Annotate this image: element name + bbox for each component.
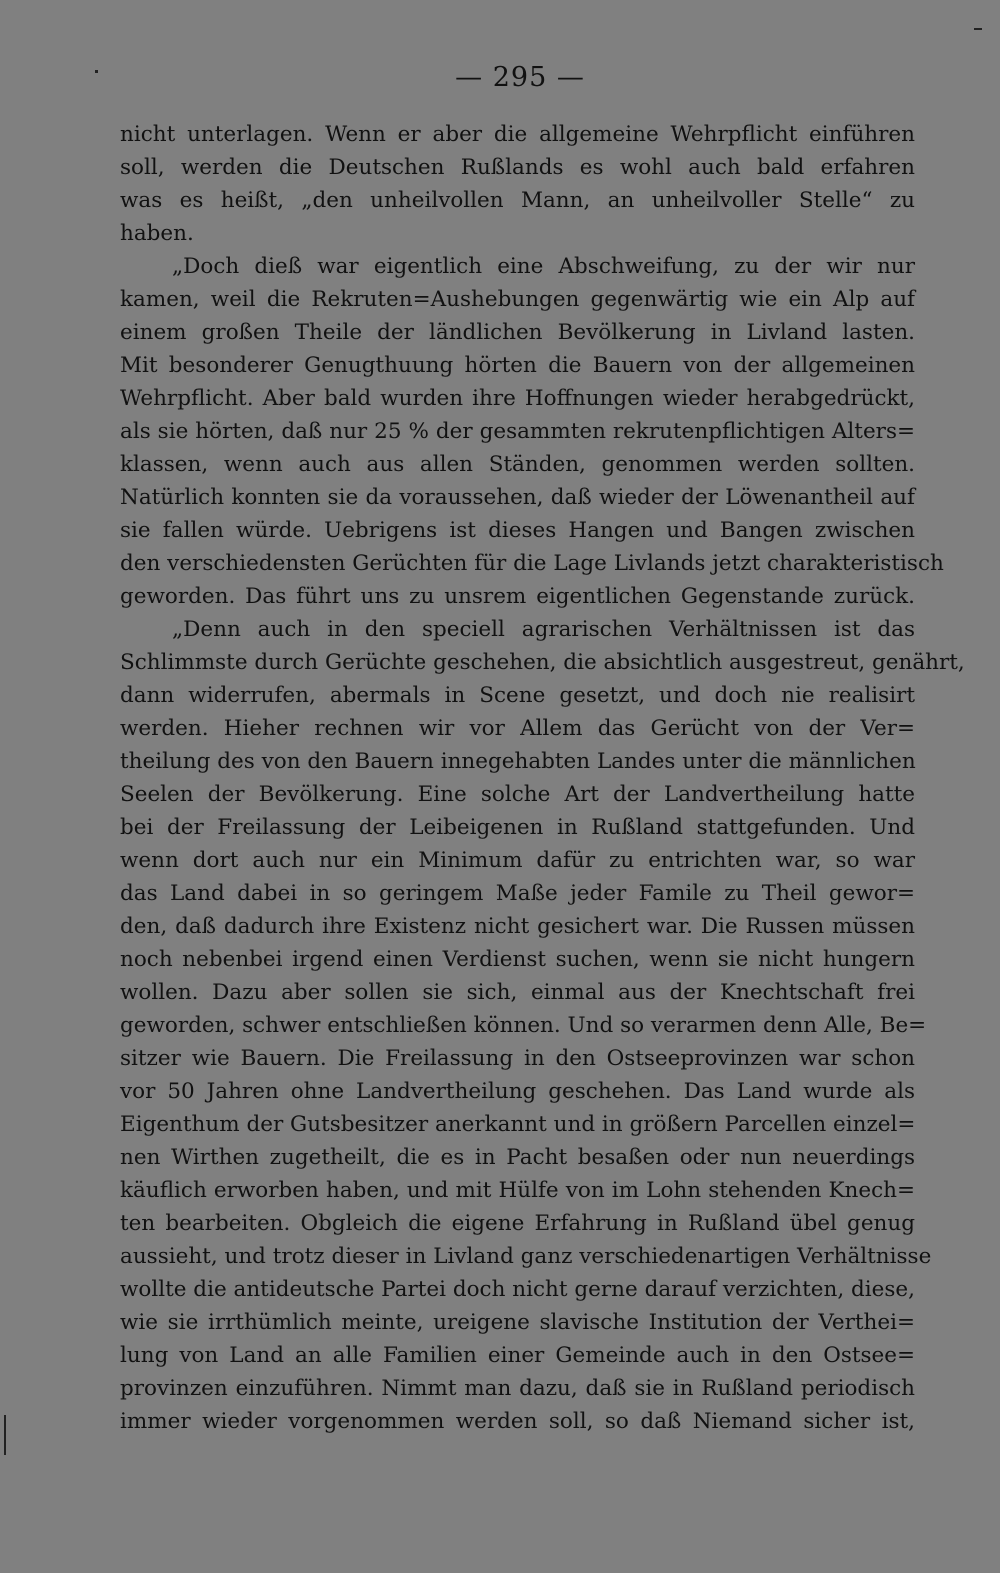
text-line: „Doch dieß war eigentlich eine Abschweifung, zu der wir nur	[172, 254, 915, 279]
text-line: was es heißt, „den unheilvollen Mann, an unheilvoller Stelle“ zu	[120, 188, 915, 213]
text-line: Eigenthum der Gutsbesitzer anerkannt und in größern Parcellen einzel=	[120, 1112, 916, 1137]
text-line: „Denn auch in den speciell agrarischen Verhältnissen ist das	[172, 617, 915, 642]
text-line: immer wieder vorgenommen werden soll, so daß Niemand sicher ist,	[120, 1409, 915, 1434]
text-line: Schlimmste durch Gerüchte geschehen, die absichtlich ausgestreut, genährt,	[120, 650, 965, 675]
text-line: Seelen der Bevölkerung. Eine solche Art der Landvertheilung hatte	[120, 782, 915, 807]
text-line: wenn dort auch nur ein Minimum dafür zu entrichten war, so war	[120, 848, 915, 873]
text-line: vor 50 Jahren ohne Landvertheilung geschehen. Das Land wurde als	[120, 1079, 915, 1104]
body-text	[120, 118, 965, 1438]
text-line: bei der Freilassung der Leibeigenen in Rußland stattgefunden. Und	[120, 815, 915, 840]
text-line: dann widerrufen, abermals in Scene gesetzt, und doch nie realisirt	[120, 683, 915, 708]
text-line: theilung des von den Bauern innegehabten Landes unter die männlichen	[120, 749, 916, 774]
text-line: werden. Hieher rechnen wir vor Allem das Gerücht von der Ver=	[120, 716, 915, 741]
text-line: nicht unterlagen. Wenn er aber die allgemeine Wehrpflicht einführen	[120, 122, 915, 147]
text-line: geworden, schwer entschließen können. Und so verarmen denn Alle, Be=	[120, 1013, 927, 1038]
text-line: geworden. Das führt uns zu unsrem eigentlichen Gegenstande zurück.	[120, 584, 915, 609]
text-line: nen Wirthen zugetheilt, die es in Pacht besaßen oder nun neuerdings	[120, 1145, 915, 1170]
text-line: aussieht, und trotz dieser in Livland ganz verschiedenartigen Verhältnisse	[120, 1244, 932, 1269]
text-line: den, daß dadurch ihre Existenz nicht gesichert war. Die Russen müssen	[120, 914, 915, 939]
text-line: noch nebenbei irgend einen Verdienst suchen, wenn sie nicht hungern	[120, 947, 915, 972]
text-line: sie fallen würde. Uebrigens ist dieses Hangen und Bangen zwischen	[120, 518, 915, 543]
text-line: als sie hörten, daß nur 25 % der gesammten rekrutenpflichtigen Alters=	[120, 419, 915, 444]
text-line: kamen, weil die Rekruten=Aushebungen gegenwärtig wie ein Alp auf	[120, 287, 915, 312]
text-line: Natürlich konnten sie da voraussehen, daß wieder der Löwenantheil auf	[120, 485, 915, 510]
scan-speck	[95, 70, 98, 73]
scan-speck	[974, 28, 982, 30]
text-line: klassen, wenn auch aus allen Ständen, genommen werden sollten.	[120, 452, 915, 477]
text-line: wollte die antideutsche Partei doch nicht gerne darauf verzichten, diese,	[120, 1277, 915, 1302]
text-line: lung von Land an alle Familien einer Gemeinde auch in den Ostsee=	[120, 1343, 915, 1368]
text-line: käuflich erworben haben, und mit Hülfe von im Lohn stehenden Knech=	[120, 1178, 915, 1203]
text-line: haben.	[120, 221, 194, 246]
text-line: Mit besonderer Genugthuung hörten die Bauern von der allgemeinen	[120, 353, 915, 378]
scan-mark	[4, 1415, 6, 1455]
text-line: provinzen einzuführen. Nimmt man dazu, daß sie in Rußland periodisch	[120, 1376, 915, 1401]
text-line: soll, werden die Deutschen Rußlands es wohl auch bald erfahren	[120, 155, 915, 180]
text-line: sitzer wie Bauern. Die Freilassung in den Ostseeprovinzen war schon	[120, 1046, 915, 1071]
text-line: wie sie irrthümlich meinte, ureigene slavische Institution der Verthei=	[120, 1310, 915, 1335]
text-line: das Land dabei in so geringem Maße jeder Famile zu Theil gewor=	[120, 881, 915, 906]
text-line: wollen. Dazu aber sollen sie sich, einmal aus der Knechtschaft frei	[120, 980, 915, 1005]
text-line: Wehrpflicht. Aber bald wurden ihre Hoffnungen wieder herabgedrückt,	[120, 386, 915, 411]
text-line: den verschiedensten Gerüchten für die Lage Livlands jetzt charakteristisch	[120, 551, 944, 576]
page-number: — 295 —	[455, 62, 585, 93]
text-line: ten bearbeiten. Obgleich die eigene Erfahrung in Rußland übel genug	[120, 1211, 915, 1236]
text-line: einem großen Theile der ländlichen Bevölkerung in Livland lasten.	[120, 320, 915, 345]
